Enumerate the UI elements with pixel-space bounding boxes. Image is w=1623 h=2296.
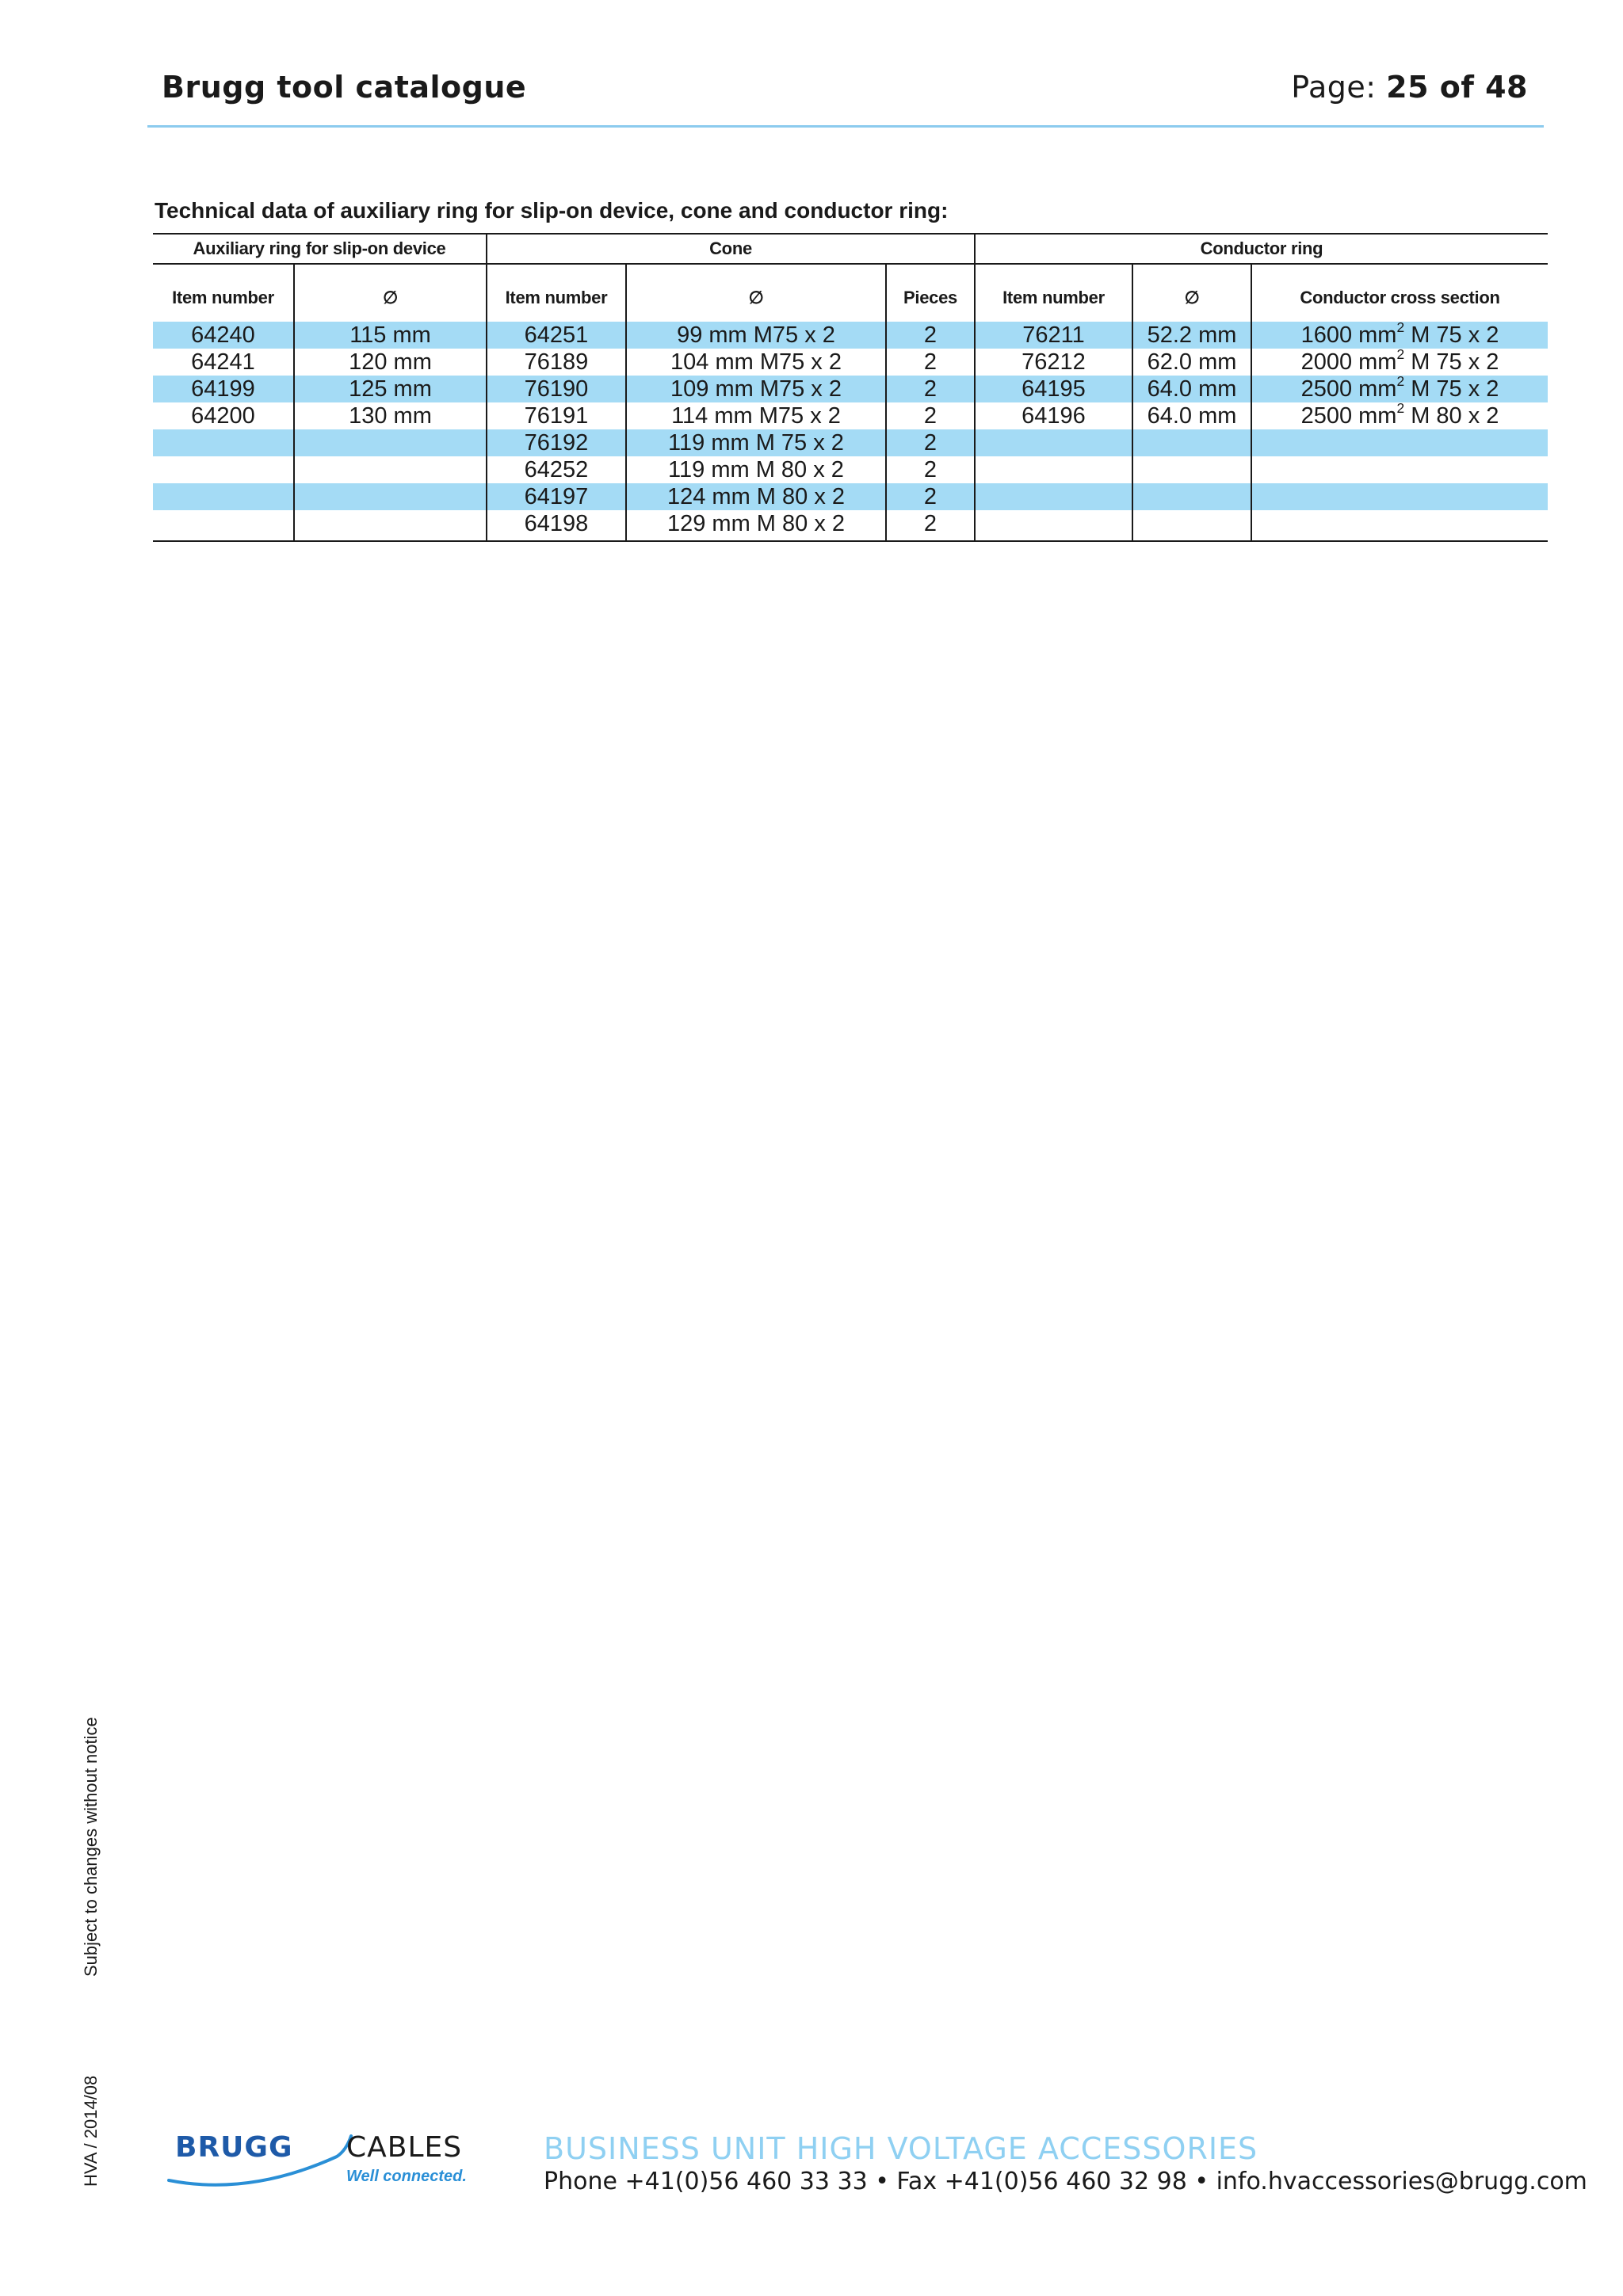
logo-tagline: Well connected.: [346, 2168, 467, 2185]
column-header: ∅: [294, 264, 487, 322]
cone-pieces: 2: [886, 349, 975, 376]
conductor-diameter: 64.0 mm: [1132, 402, 1251, 429]
aux-diameter: 115 mm: [294, 322, 487, 349]
conductor-diameter: [1132, 429, 1251, 456]
cone-diameter: 114 mm M75 x 2: [626, 402, 886, 429]
column-header: Pieces: [886, 264, 975, 322]
header-divider: [147, 125, 1544, 128]
conductor-item-number: [975, 429, 1132, 456]
table-row: [153, 349, 1548, 376]
page-label: Page:: [1291, 70, 1377, 105]
brugg-cables-logo: [162, 2123, 487, 2195]
conductor-item-number: [975, 456, 1132, 483]
cone-pieces: 2: [886, 402, 975, 429]
conductor-cross-section: [1251, 429, 1548, 456]
table-row: [153, 456, 1548, 483]
aux-diameter: [294, 429, 487, 456]
aux-item-number: 64240: [153, 322, 294, 349]
cone-item-number: 76190: [487, 376, 626, 402]
aux-item-number: [153, 510, 294, 541]
cone-item-number: 76191: [487, 402, 626, 429]
aux-item-number: [153, 483, 294, 510]
conductor-diameter: [1132, 510, 1251, 541]
business-unit-title: BUSINESS UNIT HIGH VOLTAGE ACCESSORIES: [544, 2131, 1258, 2166]
conductor-item-number: [975, 483, 1132, 510]
conductor-diameter: 52.2 mm: [1132, 322, 1251, 349]
aux-item-number: 64200: [191, 403, 255, 429]
conductor-cross-section: [1251, 510, 1548, 541]
column-header: Item number: [172, 288, 274, 307]
logo-cables-text: CABLES: [346, 2131, 463, 2164]
section-title: Technical data of auxiliary ring for slip-on device, cone and conductor ring:: [155, 198, 949, 223]
conductor-cross-section: [1251, 456, 1548, 483]
page-value: 25 of 48: [1386, 70, 1528, 105]
table-row: [153, 376, 1548, 402]
cone-diameter: 104 mm M75 x 2: [626, 349, 886, 376]
column-header: Item number: [487, 264, 626, 322]
cone-pieces: 2: [886, 510, 975, 541]
conductor-item-number: 64195: [975, 376, 1132, 402]
column-header: ∅: [1132, 264, 1251, 322]
table-row: [153, 483, 1548, 510]
cone-diameter: 99 mm M75 x 2: [626, 322, 886, 349]
cone-diameter: 119 mm M 80 x 2: [626, 456, 886, 483]
conductor-item-number: 76212: [975, 349, 1132, 376]
cone-pieces: 2: [886, 429, 975, 456]
group-header-auxiliary-ring: Auxiliary ring for slip-on device: [153, 234, 487, 264]
cone-pieces: 2: [886, 456, 975, 483]
conductor-cross-section: 2500 $mm^2$ M 75 x 2: [1251, 376, 1548, 402]
aux-item-number: [153, 456, 294, 483]
document-code: HVA / 2014/08: [81, 2075, 101, 2187]
conductor-cross-section: 1600 $mm^2$ M 75 x 2: [1251, 322, 1548, 349]
table-row: [153, 510, 1548, 541]
conductor-diameter: 62.0 mm: [1132, 349, 1251, 376]
conductor-cross-section: 2000 $mm^2$ M 75 x 2: [1251, 349, 1548, 376]
cone-pieces: 2: [886, 376, 975, 402]
change-notice: Subject to changes without notice: [81, 1717, 101, 1977]
aux-diameter: [294, 483, 487, 510]
cone-item-number: 76192: [487, 429, 626, 456]
logo-brand-text: BRUGG: [175, 2131, 293, 2164]
cone-pieces: 2: [886, 483, 975, 510]
cone-diameter: 129 mm M 80 x 2: [626, 510, 886, 541]
page-header: [162, 70, 1528, 109]
conductor-diameter: [1132, 456, 1251, 483]
document-title: Brugg tool catalogue: [162, 70, 527, 105]
aux-diameter: [294, 510, 487, 541]
cone-diameter: 109 mm M75 x 2: [626, 376, 886, 402]
conductor-cross-section: 2500 $mm^2$ M 80 x 2: [1251, 402, 1548, 429]
aux-item-number: 64241: [191, 349, 255, 375]
aux-diameter: 120 mm: [294, 349, 487, 376]
conductor-diameter: 64.0 mm: [1132, 376, 1251, 402]
column-header-row: [153, 264, 1548, 322]
cone-item-number: 64198: [487, 510, 626, 541]
aux-item-number: [153, 429, 294, 456]
conductor-diameter: [1132, 483, 1251, 510]
column-header: Conductor cross section: [1251, 264, 1548, 322]
cone-pieces: 2: [886, 322, 975, 349]
table-row: [153, 402, 1548, 429]
conductor-cross-section: [1251, 483, 1548, 510]
contact-line: Phone +41(0)56 460 33 33 • Fax +41(0)56 460 32 98 • info.hvaccessories@brugg.com: [544, 2168, 1587, 2195]
table-row: [153, 429, 1548, 456]
cone-item-number: 76189: [487, 349, 626, 376]
cone-item-number: 64251: [487, 322, 626, 349]
aux-diameter: [294, 456, 487, 483]
aux-diameter: 130 mm: [294, 402, 487, 429]
column-header: ∅: [626, 264, 886, 322]
conductor-item-number: 64196: [975, 402, 1132, 429]
cone-item-number: 64252: [487, 456, 626, 483]
page-number: [1291, 70, 1528, 105]
technical-data-table: [153, 233, 1548, 542]
cone-diameter: 119 mm M 75 x 2: [626, 429, 886, 456]
group-header-conductor-ring: Conductor ring: [975, 234, 1548, 264]
cone-item-number: 64197: [487, 483, 626, 510]
aux-diameter: 125 mm: [294, 376, 487, 402]
group-header-cone: Cone: [487, 234, 975, 264]
cone-diameter: 124 mm M 80 x 2: [626, 483, 886, 510]
aux-item-number: 64199: [153, 376, 294, 402]
conductor-item-number: [975, 510, 1132, 541]
column-header: Item number: [975, 264, 1132, 322]
table-row: [153, 322, 1548, 349]
conductor-item-number: 76211: [975, 322, 1132, 349]
group-header-row: [153, 234, 1548, 264]
